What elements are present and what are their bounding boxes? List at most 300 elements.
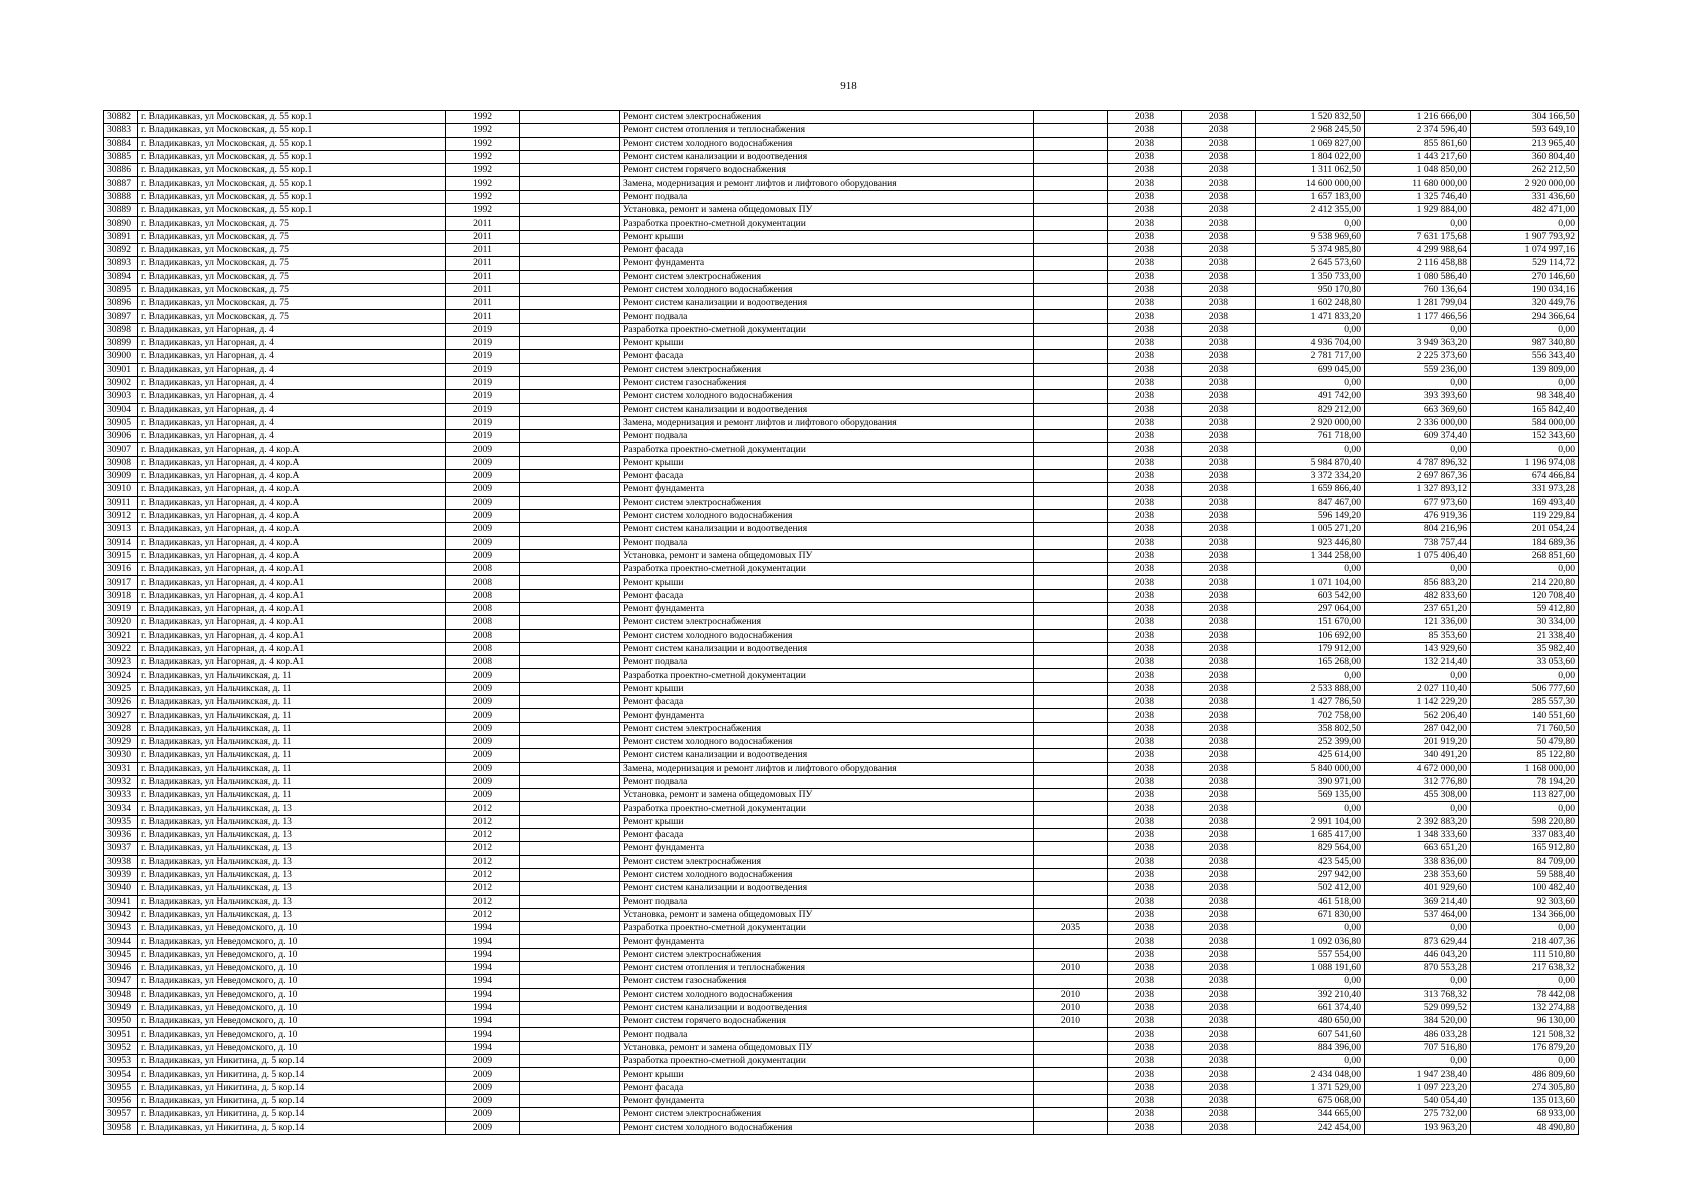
built-year-cell: 2008	[446, 629, 520, 642]
address-cell: г. Владикавказ, ул Нальчикская, д. 11	[138, 775, 446, 788]
total-cost-cell: 0,00	[1256, 802, 1365, 815]
plan-end-year-cell: 2038	[1182, 868, 1256, 881]
work-type-cell: Ремонт подвала	[620, 190, 1034, 203]
plan-start-year-cell: 2038	[1108, 563, 1182, 576]
row-id: 30928	[104, 722, 138, 735]
plan-end-year-cell: 2038	[1182, 403, 1256, 416]
blank-cell	[520, 164, 620, 177]
address-cell: г. Владикавказ, ул Неведомского, д. 10	[138, 1028, 446, 1041]
total-cost-cell: 1 350 733,00	[1256, 270, 1365, 283]
plan-start-year-cell: 2038	[1108, 456, 1182, 469]
work-type-cell: Ремонт фундамента	[620, 1094, 1034, 1107]
work-type-cell: Ремонт систем канализации и водоотведения	[620, 749, 1034, 762]
total-cost-cell: 661 374,40	[1256, 1001, 1365, 1014]
total-cost-cell: 2 920 000,00	[1256, 416, 1365, 429]
total-cost-cell: 596 149,20	[1256, 509, 1365, 522]
fund-cost-cell: 193 963,20	[1365, 1121, 1471, 1134]
previous-repair-year-cell	[1034, 376, 1108, 389]
row-id: 30905	[104, 416, 138, 429]
work-type-cell: Ремонт систем холодного водоснабжения	[620, 137, 1034, 150]
previous-repair-year-cell	[1034, 190, 1108, 203]
fund-cost-cell: 0,00	[1365, 443, 1471, 456]
plan-end-year-cell: 2038	[1182, 1081, 1256, 1094]
previous-repair-year-cell	[1034, 908, 1108, 921]
plan-end-year-cell: 2038	[1182, 496, 1256, 509]
plan-start-year-cell: 2038	[1108, 1094, 1182, 1107]
table-row	[104, 1041, 1579, 1054]
total-cost-cell: 0,00	[1256, 376, 1365, 389]
total-cost-cell: 0,00	[1256, 217, 1365, 230]
owner-cost-cell: 176 879,20	[1471, 1041, 1579, 1054]
total-cost-cell: 151 670,00	[1256, 616, 1365, 629]
plan-start-year-cell: 2038	[1108, 1001, 1182, 1014]
owner-cost-cell: 0,00	[1471, 217, 1579, 230]
built-year-cell: 2009	[446, 762, 520, 775]
previous-repair-year-cell	[1034, 430, 1108, 443]
fund-cost-cell: 1 929 884,00	[1365, 204, 1471, 217]
blank-cell	[520, 483, 620, 496]
built-year-cell: 2008	[446, 616, 520, 629]
fund-cost-cell: 2 392 883,20	[1365, 815, 1471, 828]
plan-end-year-cell: 2038	[1182, 775, 1256, 788]
previous-repair-year-cell	[1034, 1094, 1108, 1107]
plan-start-year-cell: 2038	[1108, 709, 1182, 722]
blank-cell	[520, 403, 620, 416]
blank-cell	[520, 536, 620, 549]
blank-cell	[520, 337, 620, 350]
owner-cost-cell: 184 689,36	[1471, 536, 1579, 549]
plan-end-year-cell: 2038	[1182, 842, 1256, 855]
total-cost-cell: 2 533 888,00	[1256, 682, 1365, 695]
row-id: 30930	[104, 749, 138, 762]
owner-cost-cell: 0,00	[1471, 323, 1579, 336]
plan-end-year-cell: 2038	[1182, 177, 1256, 190]
previous-repair-year-cell	[1034, 842, 1108, 855]
row-id: 30920	[104, 616, 138, 629]
fund-cost-cell: 0,00	[1365, 217, 1471, 230]
previous-repair-year-cell	[1034, 802, 1108, 815]
blank-cell	[520, 882, 620, 895]
plan-start-year-cell: 2038	[1108, 470, 1182, 483]
fund-cost-cell: 870 553,28	[1365, 962, 1471, 975]
row-id: 30946	[104, 962, 138, 975]
work-type-cell: Ремонт подвала	[620, 775, 1034, 788]
work-type-cell: Ремонт фундамента	[620, 935, 1034, 948]
plan-start-year-cell: 2038	[1108, 1068, 1182, 1081]
plan-end-year-cell: 2038	[1182, 230, 1256, 243]
fund-cost-cell: 540 054,40	[1365, 1094, 1471, 1107]
table-row	[104, 150, 1579, 163]
work-type-cell: Ремонт систем холодного водоснабжения	[620, 988, 1034, 1001]
address-cell: г. Владикавказ, ул Никитина, д. 5 кор.14	[138, 1055, 446, 1068]
owner-cost-cell: 268 851,60	[1471, 549, 1579, 562]
blank-cell	[520, 190, 620, 203]
total-cost-cell: 557 554,00	[1256, 948, 1365, 961]
row-id: 30910	[104, 483, 138, 496]
fund-cost-cell: 677 973,60	[1365, 496, 1471, 509]
row-id: 30932	[104, 775, 138, 788]
address-cell: г. Владикавказ, ул Нагорная, д. 4 кор.А1	[138, 576, 446, 589]
row-id: 30940	[104, 882, 138, 895]
built-year-cell: 2009	[446, 669, 520, 682]
plan-start-year-cell: 2038	[1108, 164, 1182, 177]
blank-cell	[520, 310, 620, 323]
plan-start-year-cell: 2038	[1108, 868, 1182, 881]
table-row	[104, 948, 1579, 961]
fund-cost-cell: 2 374 596,40	[1365, 124, 1471, 137]
fund-cost-cell: 393 393,60	[1365, 390, 1471, 403]
owner-cost-cell: 0,00	[1471, 563, 1579, 576]
row-id: 30918	[104, 589, 138, 602]
work-type-cell: Ремонт систем холодного водоснабжения	[620, 1121, 1034, 1134]
plan-end-year-cell: 2038	[1182, 855, 1256, 868]
plan-start-year-cell: 2038	[1108, 496, 1182, 509]
fund-cost-cell: 2 225 373,60	[1365, 350, 1471, 363]
total-cost-cell: 242 454,00	[1256, 1121, 1365, 1134]
previous-repair-year-cell	[1034, 1068, 1108, 1081]
table-row	[104, 1015, 1579, 1028]
address-cell: г. Владикавказ, ул Нагорная, д. 4 кор.А	[138, 523, 446, 536]
owner-cost-cell: 674 466,84	[1471, 470, 1579, 483]
fund-cost-cell: 0,00	[1365, 802, 1471, 815]
row-id: 30931	[104, 762, 138, 775]
fund-cost-cell: 2 336 000,00	[1365, 416, 1471, 429]
fund-cost-cell: 0,00	[1365, 323, 1471, 336]
plan-start-year-cell: 2038	[1108, 230, 1182, 243]
row-id: 30929	[104, 735, 138, 748]
previous-repair-year-cell	[1034, 563, 1108, 576]
plan-end-year-cell: 2038	[1182, 948, 1256, 961]
address-cell: г. Владикавказ, ул Никитина, д. 5 кор.14	[138, 1068, 446, 1081]
fund-cost-cell: 537 464,00	[1365, 908, 1471, 921]
built-year-cell: 2009	[446, 509, 520, 522]
total-cost-cell: 1 427 786,50	[1256, 696, 1365, 709]
plan-start-year-cell: 2038	[1108, 842, 1182, 855]
fund-cost-cell: 4 299 988,64	[1365, 243, 1471, 256]
previous-repair-year-cell	[1034, 656, 1108, 669]
owner-cost-cell: 96 130,00	[1471, 1015, 1579, 1028]
fund-cost-cell: 760 136,64	[1365, 283, 1471, 296]
owner-cost-cell: 21 338,40	[1471, 629, 1579, 642]
plan-start-year-cell: 2038	[1108, 882, 1182, 895]
work-type-cell: Ремонт систем канализации и водоотведения	[620, 1001, 1034, 1014]
fund-cost-cell: 1 097 223,20	[1365, 1081, 1471, 1094]
address-cell: г. Владикавказ, ул Нальчикская, д. 11	[138, 669, 446, 682]
total-cost-cell: 603 542,00	[1256, 589, 1365, 602]
address-cell: г. Владикавказ, ул Нальчикская, д. 13	[138, 855, 446, 868]
address-cell: г. Владикавказ, ул Нальчикская, д. 13	[138, 842, 446, 855]
fund-cost-cell: 237 651,20	[1365, 602, 1471, 615]
total-cost-cell: 1 659 866,40	[1256, 483, 1365, 496]
row-id: 30935	[104, 815, 138, 828]
plan-start-year-cell: 2038	[1108, 895, 1182, 908]
fund-cost-cell: 1 177 466,56	[1365, 310, 1471, 323]
row-id: 30909	[104, 470, 138, 483]
previous-repair-year-cell	[1034, 297, 1108, 310]
plan-start-year-cell: 2038	[1108, 829, 1182, 842]
blank-cell	[520, 908, 620, 921]
fund-cost-cell: 340 491,20	[1365, 749, 1471, 762]
row-id: 30897	[104, 310, 138, 323]
row-id: 30926	[104, 696, 138, 709]
built-year-cell: 2009	[446, 1068, 520, 1081]
built-year-cell: 2012	[446, 868, 520, 881]
row-id: 30882	[104, 111, 138, 124]
plan-start-year-cell: 2038	[1108, 430, 1182, 443]
fund-cost-cell: 738 757,44	[1365, 536, 1471, 549]
row-id: 30921	[104, 629, 138, 642]
fund-cost-cell: 1 048 850,00	[1365, 164, 1471, 177]
built-year-cell: 2019	[446, 416, 520, 429]
total-cost-cell: 423 545,00	[1256, 855, 1365, 868]
plan-start-year-cell: 2038	[1108, 549, 1182, 562]
previous-repair-year-cell	[1034, 1108, 1108, 1121]
work-type-cell: Ремонт крыши	[620, 682, 1034, 695]
table-row	[104, 323, 1579, 336]
plan-start-year-cell: 2038	[1108, 509, 1182, 522]
work-type-cell: Ремонт подвала	[620, 430, 1034, 443]
previous-repair-year-cell: 2010	[1034, 1015, 1108, 1028]
total-cost-cell: 392 210,40	[1256, 988, 1365, 1001]
previous-repair-year-cell	[1034, 456, 1108, 469]
owner-cost-cell: 139 809,00	[1471, 363, 1579, 376]
address-cell: г. Владикавказ, ул Нальчикская, д. 11	[138, 709, 446, 722]
total-cost-cell: 0,00	[1256, 443, 1365, 456]
table-row	[104, 416, 1579, 429]
plan-end-year-cell: 2038	[1182, 815, 1256, 828]
address-cell: г. Владикавказ, ул Нальчикская, д. 13	[138, 895, 446, 908]
total-cost-cell: 3 372 334,20	[1256, 470, 1365, 483]
address-cell: г. Владикавказ, ул Московская, д. 55 кор.1	[138, 190, 446, 203]
address-cell: г. Владикавказ, ул Нальчикская, д. 13	[138, 882, 446, 895]
work-type-cell: Ремонт систем электроснабжения	[620, 1108, 1034, 1121]
built-year-cell: 2009	[446, 775, 520, 788]
total-cost-cell: 252 399,00	[1256, 735, 1365, 748]
previous-repair-year-cell	[1034, 682, 1108, 695]
fund-cost-cell: 0,00	[1365, 376, 1471, 389]
plan-end-year-cell: 2038	[1182, 470, 1256, 483]
owner-cost-cell: 593 649,10	[1471, 124, 1579, 137]
blank-cell	[520, 789, 620, 802]
previous-repair-year-cell	[1034, 1121, 1108, 1134]
plan-end-year-cell: 2038	[1182, 1108, 1256, 1121]
built-year-cell: 2011	[446, 230, 520, 243]
address-cell: г. Владикавказ, ул Никитина, д. 5 кор.14	[138, 1108, 446, 1121]
address-cell: г. Владикавказ, ул Нагорная, д. 4 кор.А	[138, 536, 446, 549]
work-type-cell: Ремонт крыши	[620, 230, 1034, 243]
built-year-cell: 1992	[446, 111, 520, 124]
table-row	[104, 1001, 1579, 1014]
row-id: 30950	[104, 1015, 138, 1028]
built-year-cell: 2009	[446, 696, 520, 709]
owner-cost-cell: 33 053,60	[1471, 656, 1579, 669]
blank-cell	[520, 775, 620, 788]
plan-end-year-cell: 2038	[1182, 1028, 1256, 1041]
built-year-cell: 1992	[446, 137, 520, 150]
plan-start-year-cell: 2038	[1108, 722, 1182, 735]
work-type-cell: Ремонт систем канализации и водоотведения	[620, 403, 1034, 416]
work-type-cell: Ремонт крыши	[620, 456, 1034, 469]
address-cell: г. Владикавказ, ул Нагорная, д. 4 кор.А1	[138, 563, 446, 576]
address-cell: г. Владикавказ, ул Московская, д. 75	[138, 217, 446, 230]
built-year-cell: 2019	[446, 337, 520, 350]
plan-start-year-cell: 2038	[1108, 589, 1182, 602]
built-year-cell: 2011	[446, 243, 520, 256]
fund-cost-cell: 2 697 867,36	[1365, 470, 1471, 483]
blank-cell	[520, 443, 620, 456]
plan-end-year-cell: 2038	[1182, 1094, 1256, 1107]
blank-cell	[520, 722, 620, 735]
owner-cost-cell: 2 920 000,00	[1471, 177, 1579, 190]
owner-cost-cell: 213 965,40	[1471, 137, 1579, 150]
plan-start-year-cell: 2038	[1108, 855, 1182, 868]
built-year-cell: 2009	[446, 523, 520, 536]
owner-cost-cell: 217 638,32	[1471, 962, 1579, 975]
built-year-cell: 2012	[446, 908, 520, 921]
row-id: 30956	[104, 1094, 138, 1107]
work-type-cell: Ремонт подвала	[620, 1028, 1034, 1041]
blank-cell	[520, 962, 620, 975]
table-row	[104, 1094, 1579, 1107]
fund-cost-cell: 312 776,80	[1365, 775, 1471, 788]
plan-end-year-cell: 2038	[1182, 204, 1256, 217]
work-type-cell: Ремонт систем холодного водоснабжения	[620, 390, 1034, 403]
plan-start-year-cell: 2038	[1108, 802, 1182, 815]
address-cell: г. Владикавказ, ул Нагорная, д. 4 кор.А	[138, 549, 446, 562]
plan-end-year-cell: 2038	[1182, 390, 1256, 403]
work-type-cell: Ремонт подвала	[620, 310, 1034, 323]
blank-cell	[520, 1028, 620, 1041]
blank-cell	[520, 629, 620, 642]
fund-cost-cell: 663 651,20	[1365, 842, 1471, 855]
blank-cell	[520, 416, 620, 429]
total-cost-cell: 829 212,00	[1256, 403, 1365, 416]
plan-start-year-cell: 2038	[1108, 483, 1182, 496]
address-cell: г. Владикавказ, ул Нальчикская, д. 11	[138, 722, 446, 735]
owner-cost-cell: 0,00	[1471, 802, 1579, 815]
built-year-cell: 1992	[446, 164, 520, 177]
fund-cost-cell: 529 099,52	[1365, 1001, 1471, 1014]
fund-cost-cell: 476 919,36	[1365, 509, 1471, 522]
row-id: 30957	[104, 1108, 138, 1121]
plan-end-year-cell: 2038	[1182, 137, 1256, 150]
work-type-cell: Разработка проектно-сметной документации	[620, 922, 1034, 935]
fund-cost-cell: 1 216 666,00	[1365, 111, 1471, 124]
row-id: 30899	[104, 337, 138, 350]
fund-cost-cell: 3 949 363,20	[1365, 337, 1471, 350]
total-cost-cell: 1 685 417,00	[1256, 829, 1365, 842]
plan-start-year-cell: 2038	[1108, 137, 1182, 150]
plan-end-year-cell: 2038	[1182, 509, 1256, 522]
built-year-cell: 1992	[446, 150, 520, 163]
row-id: 30947	[104, 975, 138, 988]
built-year-cell: 2009	[446, 722, 520, 735]
previous-repair-year-cell	[1034, 257, 1108, 270]
total-cost-cell: 702 758,00	[1256, 709, 1365, 722]
work-type-cell: Разработка проектно-сметной документации	[620, 563, 1034, 576]
built-year-cell: 2008	[446, 642, 520, 655]
previous-repair-year-cell	[1034, 164, 1108, 177]
address-cell: г. Владикавказ, ул Неведомского, д. 10	[138, 1015, 446, 1028]
owner-cost-cell: 92 303,60	[1471, 895, 1579, 908]
previous-repair-year-cell	[1034, 403, 1108, 416]
fund-cost-cell: 287 042,00	[1365, 722, 1471, 735]
blank-cell	[520, 922, 620, 935]
plan-start-year-cell: 2038	[1108, 177, 1182, 190]
previous-repair-year-cell	[1034, 868, 1108, 881]
plan-start-year-cell: 2038	[1108, 204, 1182, 217]
blank-cell	[520, 1055, 620, 1068]
built-year-cell: 2019	[446, 363, 520, 376]
owner-cost-cell: 214 220,80	[1471, 576, 1579, 589]
table-row	[104, 549, 1579, 562]
built-year-cell: 2009	[446, 735, 520, 748]
previous-repair-year-cell	[1034, 243, 1108, 256]
address-cell: г. Владикавказ, ул Нальчикская, д. 13	[138, 802, 446, 815]
fund-cost-cell: 369 214,40	[1365, 895, 1471, 908]
total-cost-cell: 1 657 183,00	[1256, 190, 1365, 203]
owner-cost-cell: 120 708,40	[1471, 589, 1579, 602]
owner-cost-cell: 584 000,00	[1471, 416, 1579, 429]
fund-cost-cell: 1 080 586,40	[1365, 270, 1471, 283]
plan-start-year-cell: 2038	[1108, 962, 1182, 975]
built-year-cell: 2008	[446, 563, 520, 576]
blank-cell	[520, 1121, 620, 1134]
built-year-cell: 2011	[446, 310, 520, 323]
built-year-cell: 1994	[446, 975, 520, 988]
plan-start-year-cell: 2038	[1108, 642, 1182, 655]
plan-end-year-cell: 2038	[1182, 1001, 1256, 1014]
previous-repair-year-cell	[1034, 629, 1108, 642]
plan-start-year-cell: 2038	[1108, 111, 1182, 124]
work-type-cell: Замена, модернизация и ремонт лифтов и лифтового оборудования	[620, 177, 1034, 190]
blank-cell	[520, 430, 620, 443]
built-year-cell: 1994	[446, 922, 520, 935]
plan-start-year-cell: 2038	[1108, 1081, 1182, 1094]
plan-start-year-cell: 2038	[1108, 988, 1182, 1001]
owner-cost-cell: 304 166,50	[1471, 111, 1579, 124]
plan-end-year-cell: 2038	[1182, 297, 1256, 310]
owner-cost-cell: 50 479,80	[1471, 735, 1579, 748]
owner-cost-cell: 218 407,36	[1471, 935, 1579, 948]
previous-repair-year-cell	[1034, 443, 1108, 456]
work-type-cell: Ремонт систем электроснабжения	[620, 111, 1034, 124]
total-cost-cell: 2 968 245,50	[1256, 124, 1365, 137]
previous-repair-year-cell	[1034, 602, 1108, 615]
address-cell: г. Владикавказ, ул Неведомского, д. 10	[138, 962, 446, 975]
work-type-cell: Разработка проектно-сметной документации	[620, 802, 1034, 815]
built-year-cell: 2011	[446, 257, 520, 270]
plan-end-year-cell: 2038	[1182, 935, 1256, 948]
address-cell: г. Владикавказ, ул Нагорная, д. 4 кор.А	[138, 443, 446, 456]
table-row	[104, 243, 1579, 256]
previous-repair-year-cell	[1034, 576, 1108, 589]
address-cell: г. Владикавказ, ул Никитина, д. 5 кор.14	[138, 1121, 446, 1134]
address-cell: г. Владикавказ, ул Нагорная, д. 4	[138, 350, 446, 363]
fund-cost-cell: 0,00	[1365, 1055, 1471, 1068]
address-cell: г. Владикавказ, ул Неведомского, д. 10	[138, 922, 446, 935]
previous-repair-year-cell	[1034, 935, 1108, 948]
built-year-cell: 2011	[446, 297, 520, 310]
plan-start-year-cell: 2038	[1108, 257, 1182, 270]
table-row	[104, 164, 1579, 177]
row-id: 30936	[104, 829, 138, 842]
owner-cost-cell: 98 348,40	[1471, 390, 1579, 403]
work-type-cell: Разработка проектно-сметной документации	[620, 323, 1034, 336]
plan-start-year-cell: 2038	[1108, 376, 1182, 389]
table-row	[104, 789, 1579, 802]
previous-repair-year-cell	[1034, 509, 1108, 522]
